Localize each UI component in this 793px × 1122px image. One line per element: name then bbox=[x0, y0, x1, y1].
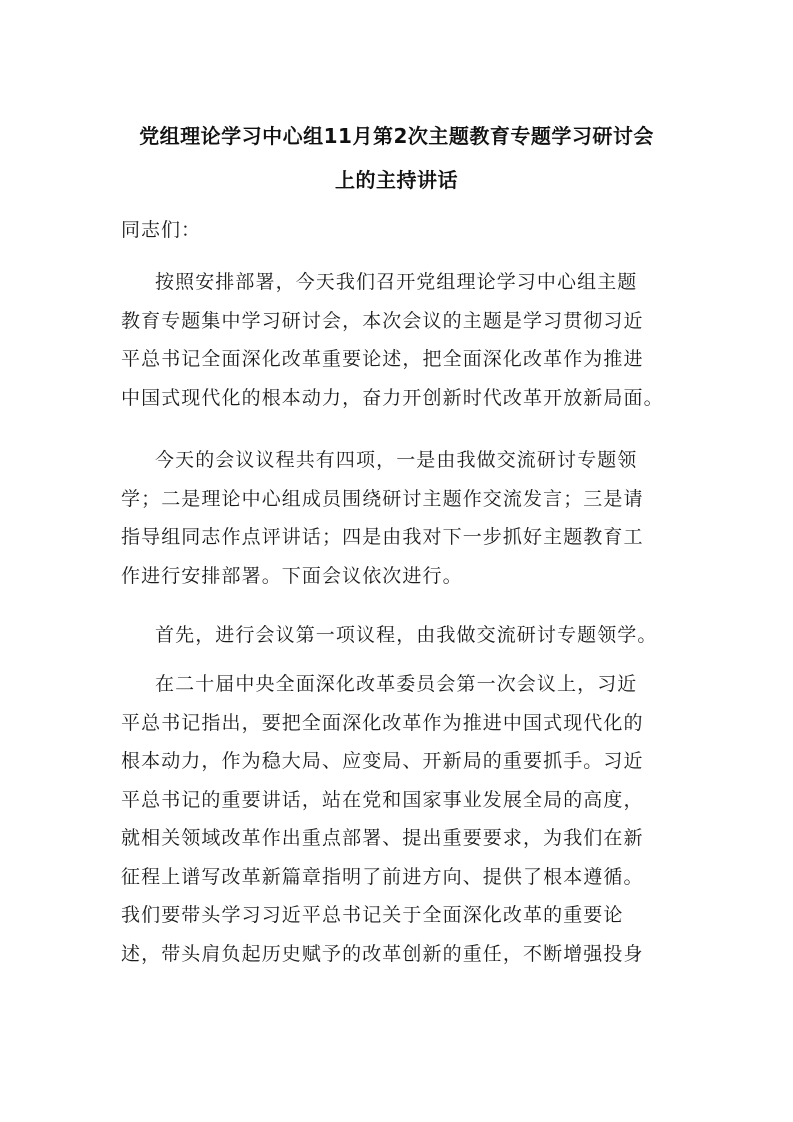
paragraph-2 bbox=[121, 441, 681, 595]
paragraph-line: 指导组同志作点评讲话；四是由我对下一步抓好主题教育工 bbox=[121, 526, 644, 548]
paragraph-line: 作进行安排部署。下面会议依次进行。 bbox=[121, 564, 463, 587]
salutation: 同志们： bbox=[121, 219, 202, 241]
paragraph-line: 在二十届中央全面深化改革委员会第一次会议上，习近 bbox=[155, 673, 638, 695]
paragraph-line: 述，带头肩负起历史赋予的改革创新的重任，不断增强投身 bbox=[121, 942, 644, 965]
paragraph-line: 中国式现代化的根本动力，奋力开创新时代改革开放新局面。 bbox=[121, 386, 664, 409]
paragraph-3 bbox=[121, 616, 681, 655]
paragraph-1 bbox=[121, 263, 681, 417]
paragraph-line: 我们要带头学习习近平总书记关于全面深化改革的重要论 bbox=[121, 904, 624, 926]
paragraph-4 bbox=[121, 665, 681, 973]
paragraph-line: 就相关领域改革作出重点部署、提出重要要求，为我们在新 bbox=[121, 827, 644, 849]
paragraph-line: 按照安排部署，今天我们召开党组理论学习中心组主题 bbox=[155, 271, 638, 293]
paragraph-line: 平总书记指出，要把全面深化改革作为推进中国式现代化的 bbox=[121, 711, 644, 734]
document-title-line-1: 党组理论学习中心组11月第2次主题教育专题学习研讨会 bbox=[139, 124, 654, 148]
paragraph-line: 平总书记的重要讲话，站在党和国家事业发展全局的高度， bbox=[121, 788, 644, 811]
paragraph-line: 平总书记全面深化改革重要论述，把全面深化改革作为推进 bbox=[121, 348, 644, 370]
paragraph-line: 首先，进行会议第一项议程，由我做交流研讨专题领学。 bbox=[155, 624, 658, 646]
paragraph-line: 学；二是理论中心组成员围绕研讨主题作交流发言；三是请 bbox=[121, 487, 644, 510]
paragraph-line: 征程上谱写改革新篇章指明了前进方向、提供了根本遵循。 bbox=[121, 865, 644, 888]
paragraph-line: 教育专题集中学习研讨会，本次会议的主题是学习贯彻习近 bbox=[121, 309, 644, 332]
paragraph-line: 今天的会议议程共有四项，一是由我做交流研讨专题领 bbox=[155, 449, 638, 471]
paragraph-line: 根本动力，作为稳大局、应变局、开新局的重要抓手。习近 bbox=[121, 750, 644, 772]
document-title-line-2: 上的主持讲话 bbox=[335, 168, 458, 192]
